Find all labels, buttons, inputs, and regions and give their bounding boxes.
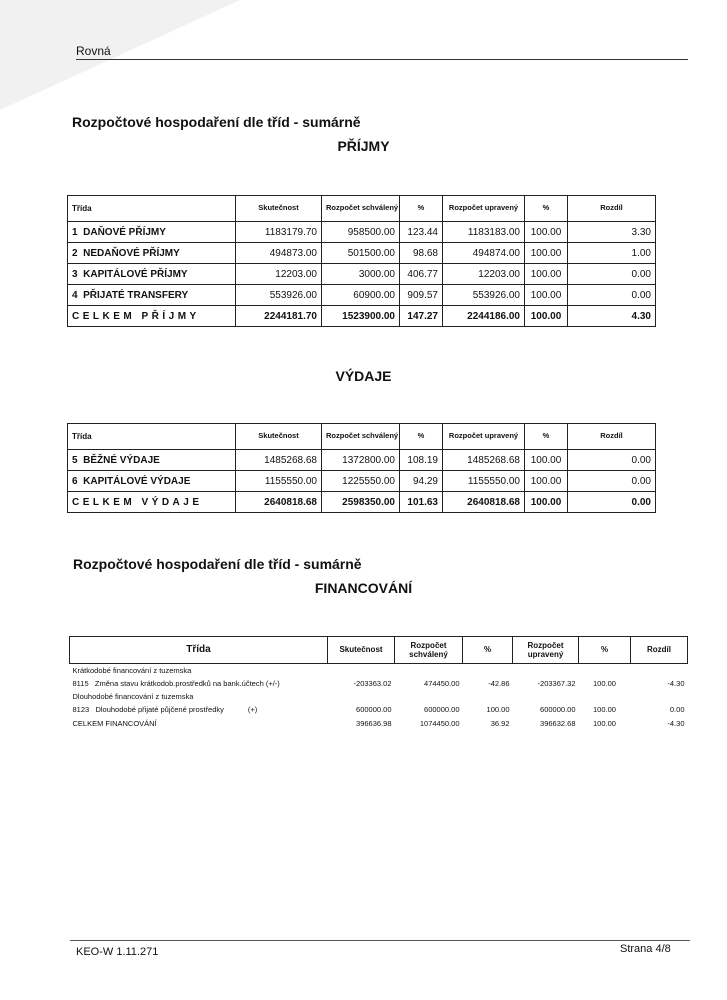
section-title-1: Rozpočtové hospodaření dle tříd - sumárně [72, 114, 361, 130]
row-class: 4 PŘIJATÉ TRANSFERY [68, 285, 236, 306]
cell-procento: 94.29 [400, 471, 443, 492]
col-rozpocet-upraveny: Rozpočet upravený [513, 637, 579, 664]
col-rozpocet-schvaleny: Rozpočet schválený [322, 196, 400, 222]
cell-skutecnost: 553926.00 [236, 285, 322, 306]
table-row [70, 676, 688, 690]
financovani-heading: FINANCOVÁNÍ [314, 580, 413, 596]
col-rozdil: Rozdíl [568, 196, 656, 222]
col-procento: % [525, 424, 568, 450]
section-title-2: Rozpočtové hospodaření dle tříd - sumárně [73, 556, 362, 572]
cell-upraveny: -203367.32 [537, 678, 576, 688]
cell-procento: 100.00 [486, 704, 510, 714]
cell-procento: 108.19 [400, 450, 443, 471]
cell-upraveny: 2640818.68 [443, 492, 525, 513]
table-row [68, 243, 656, 264]
cell-schvaleny: 1074450.00 [419, 718, 460, 728]
financovani-header-row [70, 637, 688, 664]
col-skutecnost: Skutečnost [328, 637, 395, 664]
financovani-section-row [70, 690, 688, 702]
cell-procento: 100.00 [593, 678, 616, 688]
vydaje-total-row [68, 492, 656, 513]
cell-schvaleny: 501500.00 [322, 243, 400, 264]
row-class: 1 DAŇOVÉ PŘÍJMY [68, 222, 236, 243]
prijmy-header-row [68, 196, 656, 222]
footer-rule [70, 940, 690, 941]
cell-schvaleny: 3000.00 [322, 264, 400, 285]
vydaje-table [67, 423, 656, 513]
cell-procento: 100.00 [593, 718, 616, 728]
col-trida: Třída [68, 424, 236, 450]
cell-rozdil: 1.00 [568, 243, 656, 264]
col-skutecnost: Skutečnost [236, 424, 322, 450]
cell-skutecnost: 494873.00 [236, 243, 322, 264]
cell-procento: 100.00 [525, 492, 568, 513]
cell-schvaleny: 1523900.00 [322, 306, 400, 327]
col-procento: % [463, 637, 513, 664]
cell-skutecnost: 1485268.68 [236, 450, 322, 471]
header-rule [76, 59, 688, 60]
col-rozdil: Rozdíl [631, 637, 688, 664]
col-procento: % [579, 637, 631, 664]
table-row [70, 702, 688, 716]
cell-rozdil: 0.00 [568, 471, 656, 492]
cell-skutecnost: 396636.98 [356, 718, 392, 728]
cell-skutecnost: 600000.00 [356, 704, 392, 714]
cell-rozdil: 0.00 [568, 450, 656, 471]
cell-procento: 36.92 [490, 718, 510, 728]
cell-procento: 147.27 [400, 306, 443, 327]
cell-procento: 100.00 [525, 264, 568, 285]
cell-procento: 100.00 [525, 243, 568, 264]
row-class: 2 NEDAŇOVÉ PŘÍJMY [68, 243, 236, 264]
cell-procento: 909.57 [400, 285, 443, 306]
cell-procento: 100.00 [525, 285, 568, 306]
row-class: 3 KAPITÁLOVÉ PŘÍJMY [68, 264, 236, 285]
cell-schvaleny: 60900.00 [322, 285, 400, 306]
row-item: 8123 Dlouhodobé přijaté půjčené prostředky (+) [72, 704, 258, 714]
cell-skutecnost: 2640818.68 [236, 492, 322, 513]
cell-skutecnost: -203363.02 [353, 678, 392, 688]
cell-procento: 100.00 [525, 306, 568, 327]
cell-rozdil: 3.30 [568, 222, 656, 243]
cell-upraveny: 1485268.68 [443, 450, 525, 471]
col-trida: Třída [70, 637, 328, 664]
footer-page-number: Strana 4/8 [620, 943, 671, 955]
cell-skutecnost: 12203.00 [236, 264, 322, 285]
total-label: CELKEM PŘÍJMY [68, 306, 236, 327]
financovani-section-row [70, 664, 688, 677]
cell-upraveny: 2244186.00 [443, 306, 525, 327]
row-class: 5 BĚŽNÉ VÝDAJE [68, 450, 236, 471]
financovani-table [69, 636, 688, 730]
table-row [68, 471, 656, 492]
scan-corner-shadow [0, 0, 240, 110]
table-row [68, 222, 656, 243]
col-trida: Třída [68, 196, 236, 222]
cell-rozdil: -4.30 [667, 718, 685, 728]
col-rozpocet-schvaleny: Rozpočet schválený [322, 424, 400, 450]
cell-upraveny: 12203.00 [443, 264, 525, 285]
cell-procento: -42.86 [488, 678, 510, 688]
col-rozdil: Rozdíl [568, 424, 656, 450]
col-skutecnost: Skutečnost [236, 196, 322, 222]
cell-skutecnost: 2244181.70 [236, 306, 322, 327]
cell-upraveny: 600000.00 [540, 704, 576, 714]
row-class: 6 KAPITÁLOVÉ VÝDAJE [68, 471, 236, 492]
col-procento: % [400, 196, 443, 222]
total-label: CELKEM VÝDAJE [68, 492, 236, 513]
row-item: 8115 Změna stavu krátkodob.prostředků na bank.účtech (+/-) [72, 678, 280, 688]
cell-rozdil: 0.00 [568, 492, 656, 513]
cell-schvaleny: 1225550.00 [322, 471, 400, 492]
cell-skutecnost: 1155550.00 [236, 471, 322, 492]
table-row [68, 285, 656, 306]
section-label: Dlouhodobé financování z tuzemska [72, 691, 194, 701]
footer-version: KEO-W 1.11.271 [76, 946, 159, 958]
section-label: Krátkodobé financování z tuzemska [72, 665, 192, 675]
col-rozpocet-schvaleny: Rozpočet schválený [395, 637, 463, 664]
prijmy-total-row [68, 306, 656, 327]
cell-procento: 100.00 [525, 450, 568, 471]
header-municipality: Rovná [76, 44, 111, 58]
total-label: CELKEM FINANCOVÁNÍ [72, 718, 157, 728]
cell-schvaleny: 1372800.00 [322, 450, 400, 471]
cell-procento: 100.00 [593, 704, 616, 714]
col-procento: % [400, 424, 443, 450]
cell-upraveny: 494874.00 [443, 243, 525, 264]
cell-procento: 100.00 [525, 471, 568, 492]
prijmy-heading: PŘÍJMY [337, 138, 390, 154]
cell-procento: 98.68 [400, 243, 443, 264]
table-row [68, 264, 656, 285]
cell-rozdil: -4.30 [667, 678, 685, 688]
cell-procento: 101.63 [400, 492, 443, 513]
cell-schvaleny: 958500.00 [322, 222, 400, 243]
financovani-total-row [70, 716, 688, 730]
cell-schvaleny: 474450.00 [424, 678, 460, 688]
cell-schvaleny: 2598350.00 [322, 492, 400, 513]
cell-schvaleny: 600000.00 [424, 704, 460, 714]
cell-upraveny: 1155550.00 [443, 471, 525, 492]
cell-rozdil: 0.00 [568, 264, 656, 285]
cell-rozdil: 0.00 [568, 285, 656, 306]
col-rozpocet-upraveny: Rozpočet upravený [443, 196, 525, 222]
cell-procento: 100.00 [525, 222, 568, 243]
cell-upraveny: 1183183.00 [443, 222, 525, 243]
cell-rozdil: 4.30 [568, 306, 656, 327]
cell-skutecnost: 1183179.70 [236, 222, 322, 243]
col-procento: % [525, 196, 568, 222]
cell-rozdil: 0.00 [669, 704, 685, 714]
table-row [68, 450, 656, 471]
col-rozpocet-upraveny: Rozpočet upravený [443, 424, 525, 450]
vydaje-header-row [68, 424, 656, 450]
cell-procento: 123.44 [400, 222, 443, 243]
cell-upraveny: 396632.68 [540, 718, 576, 728]
cell-procento: 406.77 [400, 264, 443, 285]
prijmy-table [67, 195, 656, 327]
vydaje-heading: VÝDAJE [335, 368, 392, 384]
cell-upraveny: 553926.00 [443, 285, 525, 306]
